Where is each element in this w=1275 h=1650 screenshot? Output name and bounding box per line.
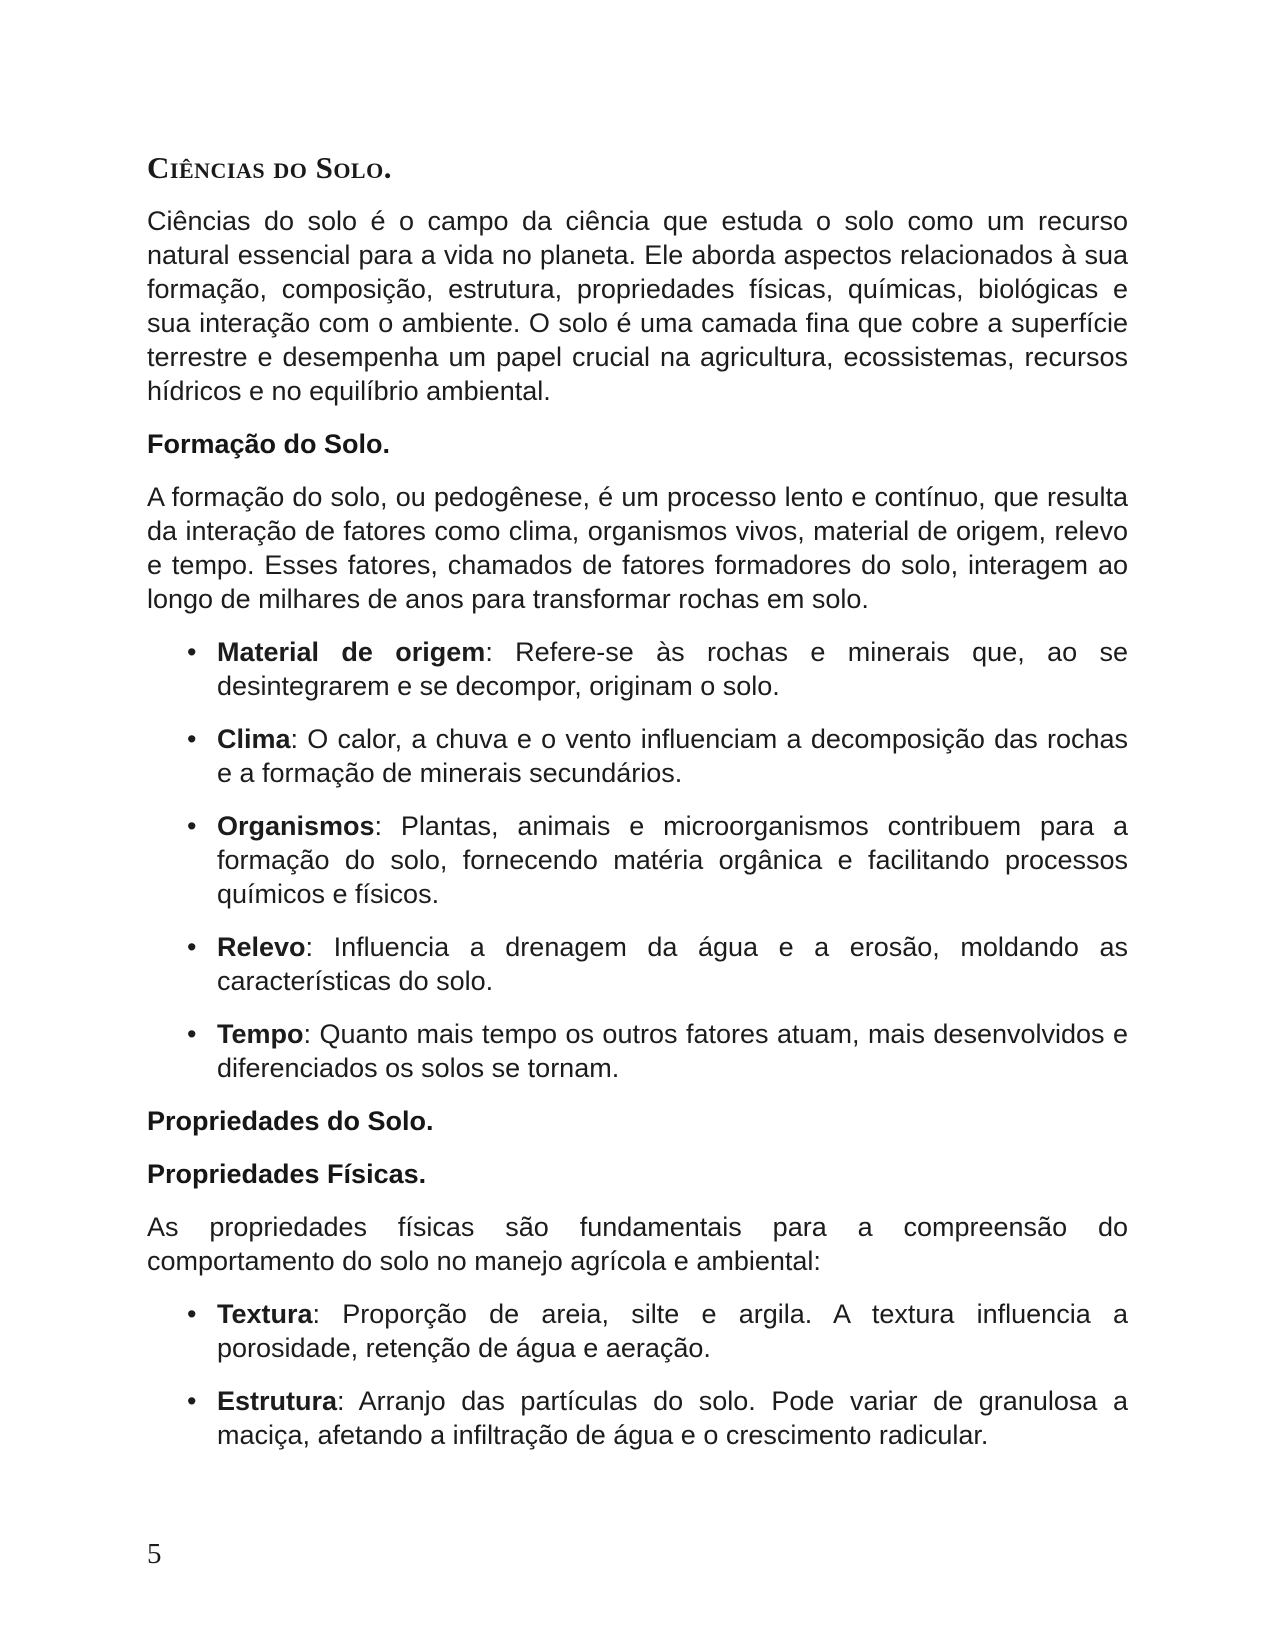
list-item-term: Organismos xyxy=(217,811,375,841)
list-item xyxy=(147,809,1128,911)
formation-paragraph: A formação do solo, ou pedogênese, é um processo lento e contínuo, que resulta da interação de fatores como clima, organismos vivos, material de origem, relevo e tempo. Esses fatores, chamados de fatores formadores do solo, interagem ao longo de milhares de anos para transformar rochas em solo. xyxy=(147,482,1128,614)
heading-propriedades-do-solo: Propriedades do Solo. xyxy=(147,1106,434,1136)
list-item-term: Clima xyxy=(217,724,291,754)
list-item xyxy=(147,1384,1128,1452)
list-item xyxy=(147,635,1128,703)
list-item-desc: : Influencia a drenagem da água e a erosão, moldando as características do solo. xyxy=(217,932,1128,996)
list-item-term: Relevo xyxy=(217,932,306,962)
list-item-term: Material de origem xyxy=(217,637,486,667)
heading-propriedades-fisicas: Propriedades Físicas. xyxy=(147,1159,427,1189)
list-item-desc: : Quanto mais tempo os outros fatores atuam, mais desenvolvidos e diferenciados os solos se tornam. xyxy=(217,1019,1128,1083)
list-item-term: Estrutura xyxy=(217,1386,338,1416)
list-item-term: Tempo xyxy=(217,1019,304,1049)
heading-formacao-do-solo: Formação do Solo. xyxy=(147,429,391,459)
list-item-desc: : O calor, a chuva e o vento influenciam a decomposição das rochas e a formação de minerais secundários. xyxy=(217,724,1128,788)
list-item xyxy=(147,1297,1128,1365)
list-item xyxy=(147,722,1128,790)
list-item xyxy=(147,1017,1128,1085)
list-item-desc: : Refere-se às rochas e minerais que, ao se desintegrarem e se decompor, originam o solo. xyxy=(217,637,1128,701)
formation-factor-list xyxy=(147,635,1128,1085)
intro-paragraph: Ciências do solo é o campo da ciência que estuda o solo como um recurso natural essencial para a vida no planeta. Ele aborda aspectos relacionados à sua formação, composição, estrutura, propriedades físicas, químicas, biológicas e sua interação com o ambiente. O solo é uma camada fina que cobre a superfície terrestre e desempenha um papel crucial na agricultura, ecossistemas, recursos hídricos e no equilíbrio ambiental. xyxy=(147,206,1128,406)
list-item xyxy=(147,930,1128,998)
list-item-desc: : Plantas, animais e microorganismos contribuem para a formação do solo, fornecendo matéria orgânica e facilitando processos químicos e físicos. xyxy=(217,811,1128,909)
list-item-desc: : Proporção de areia, silte e argila. A textura influencia a porosidade, retenção de água e aeração. xyxy=(217,1299,1128,1363)
page-number: 5 xyxy=(147,1538,162,1570)
physical-properties-list xyxy=(147,1297,1128,1452)
properties-paragraph: As propriedades físicas são fundamentais para a compreensão do comportamento do solo no manejo agrícola e ambiental: xyxy=(147,1212,1128,1276)
list-item-desc: : Arranjo das partículas do solo. Pode variar de granulosa a maciça, afetando a infiltração de água e o crescimento radicular. xyxy=(217,1386,1128,1450)
list-item-term: Textura xyxy=(217,1299,313,1329)
page-title: Ciências do Solo. xyxy=(147,150,392,185)
